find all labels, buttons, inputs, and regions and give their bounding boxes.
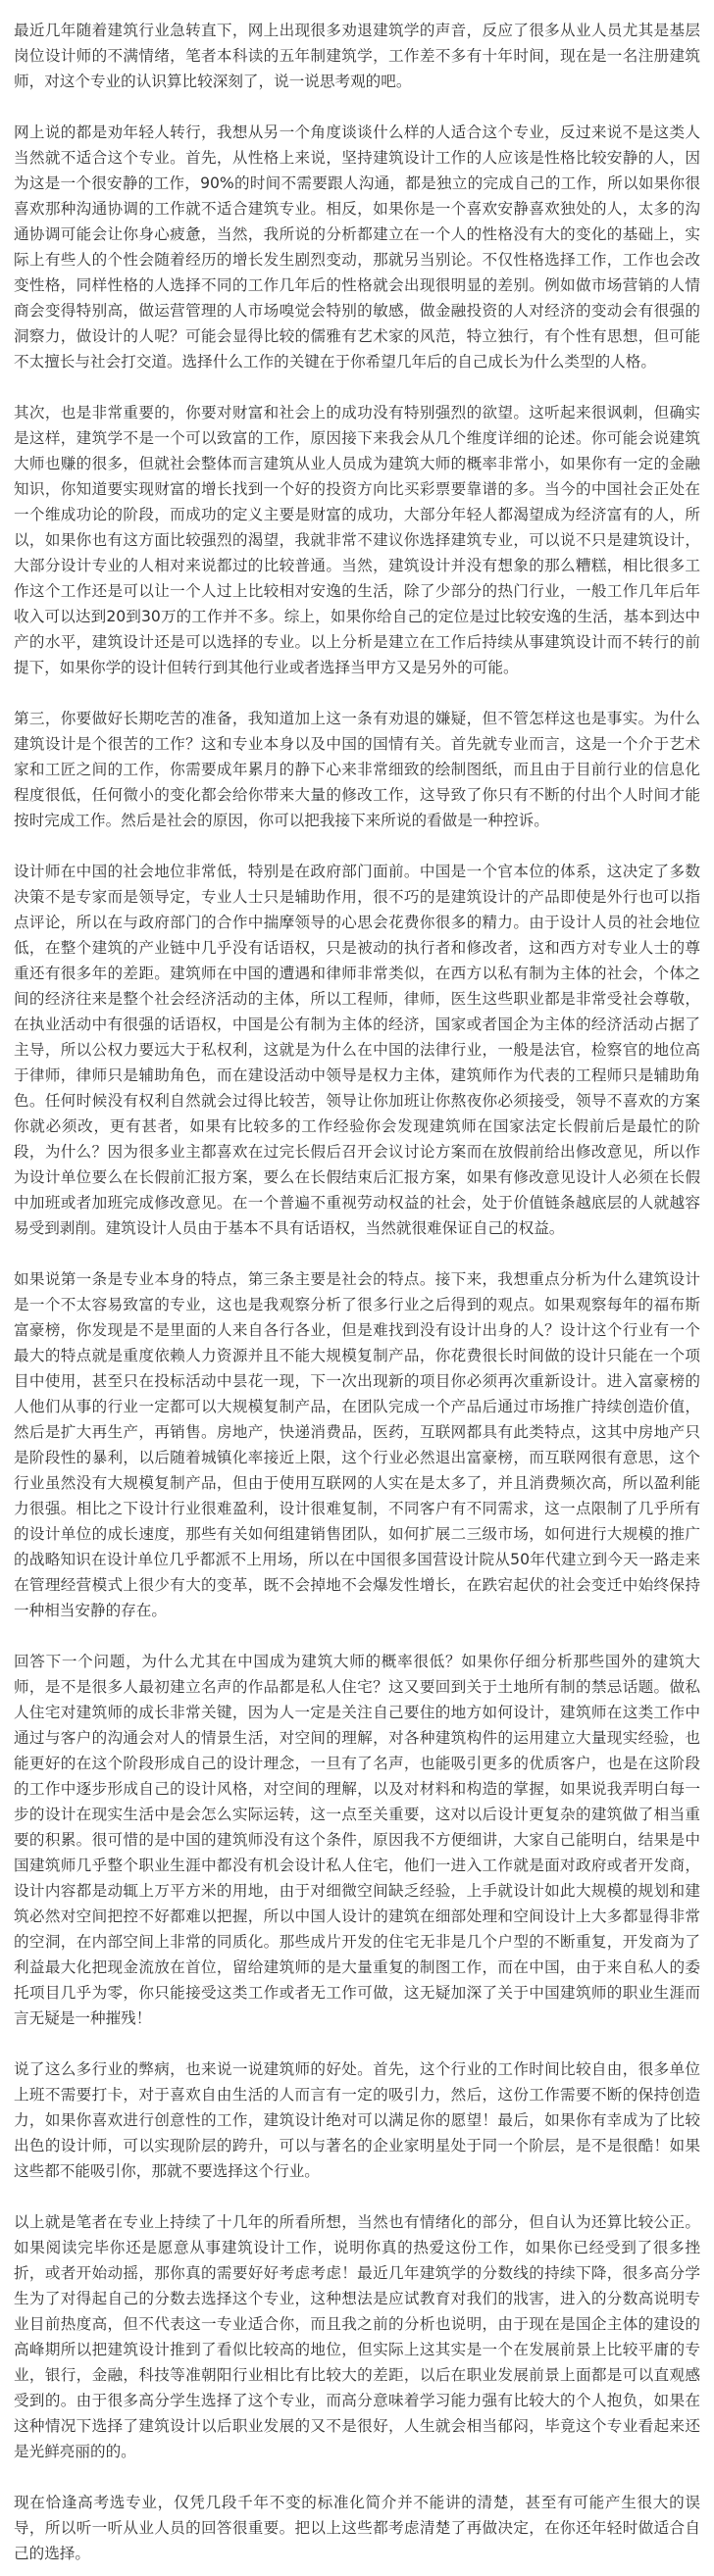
article-paragraph: 回答下一个问题，为什么尤其在中国成为建筑大师的概率很低？如果你仔细分析那些国外的建筑大师，是不是很多人最初建立名声的作品都是私人住宅？这又要回到关于土地所有制的禁忌话题。做私人住宅对建筑师的成长非常关键，因为人一定是关注自己要住的地方如何设计，建筑师在这类工作中通过与客户的沟通会对人的情景生活，对空间的理解，对各种建筑构件的运用建立大量现实经验，也能更好的在这个阶段形成自己的设计理念，一旦有了名声，也能吸引更多的优质客户，也是在这阶段的工作中逐步形成自己的设计风格，对空间的理解，以及对材料和构造的掌握，如果说我弄明白每一步的设计在现实生活中是会怎么实际运转，这一点至关重要，这对以后设计更复杂的建筑做了相当重要的积累。很可惜的是中国的建筑师没有这个条件，原因我不方便细讲，大家自己能明白，结果是中国建筑师几乎整个职业生涯中都没有机会设计私人住宅，他们一进入工作就是面对政府或者开发商，设计内容都是动辄上万平方米的用地，由于对细微空间缺乏经验，上手就设计如此大规模的规划和建筑必然对空间把控不好都难以把握，所以中国人设计的建筑在细部处理和空间设计上大多都显得非常的空洞，在内部空间上非常的同质化。那些成片开发的住宅无非是几个户型的不断重复，开发商为了利益最大化把现金流放在首位，留给建筑师的是大量重复的制图工作，而在中国，由于来自私人的委托项目几乎为零，你只能接受这类工作或者无工作可做，这无疑加深了关于中国建筑师的职业生涯而言无疑是一种摧残！	[14, 1653, 700, 2027]
article-paragraph: 以上就是笔者在专业上持续了十几年的所看所想，当然也有情绪化的部分，但自认为还算比较公正。如果阅读完毕你还是愿意从事建筑设计工作，说明你真的热爱这份工作，如果你已经受到了很多挫折，或者开始动摇，那你真的需要好好考虑考虑！最近几年建筑学的分数线的持续下降，很多高分学生为了对得起自己的分数去选择这个专业，这种想法是应试教育对我们的戕害，进入的分数高说明专业目前热度高，但不代表这一专业适合你，而且我之前的分析也说明，由于现在是国企主体的建设的高峰期所以把建筑设计推到了看似比较高的地位，但实际上这其实是一个在发展前景上比较平庸的专业，银行，金融，科技等准朝阳行业相比有比较大的差距，以后在职业发展前景上面都是可以直观感受到的。由于很多高分学生选择了这个专业，而高分意味着学习能力强有比较大的个人抱负，如果在这种情况下选择了建筑设计以后职业发展的又不是很好，人生就会相当郁闷，毕竟这个专业看起来还是光鲜亮丽的的。	[14, 2213, 700, 2460]
article-paragraph: 其次，也是非常重要的，你要对财富和社会上的成功没有特别强烈的欲望。这听起来很讽刺，但确实是这样，建筑学不是一个可以致富的工作，原因接下来我会从几个维度详细的论述。你可能会说建筑大师也赚的很多，但就社会整体而言建筑从业人员成为建筑大师的概率非常小，如果你有一定的金融知识，你知道要实现财富的增长找到一个好的投资方向比买彩票要靠谱的多。当今的中国社会正处在一个维成功论的阶段，而成功的定义主要是财富的成功，大部分年轻人都渴望成为经济富有的人，所以，如果你也有这方面比较强烈的渴望，我就非常不建议你选择建筑专业，可以说不只是建筑设计，大部分设计专业的人相对来说都过的比较普通。当然，建筑设计并没有想象的那么糟糕，相比很多工作这个工作还是可以让一个人过上比较相对安逸的生活，除了少部分的热门行业，一般工作几年后年收入可以达到20到30万的工作并不多。综上，如果你给自己的定位是过比较安逸的生活，基本到达中产的水平，建筑设计还是可以选择的专业。以上分析是建立在工作后持续从事建筑设计而不转行的前提下，如果你学的设计但转行到其他行业或者选择当甲方又是另外的可能。	[14, 404, 700, 676]
article-paragraph: 最近几年随着建筑行业急转直下，网上出现很多劝退建筑学的声音，反应了很多从业人员尤其是基层岗位设计师的不满情绪，笔者本科读的五年制建筑学，工作差不多有十年时间，现在是一名注册建筑师，对这个专业的认识算比较深刻了，说一说思考观的吧。	[14, 22, 700, 90]
article-paragraph: 如果说第一条是专业本身的特点，第三条主要是社会的特点。接下来，我想重点分析为什么建筑设计是一个不太容易致富的专业，这也是我观察分析了很多行业之后得到的观点。如果观察每年的福布斯富豪榜，你发现是不是里面的人来自各行各业，但是难找到没有设计出身的人？设计这个行业有一个最大的特点就是重度依赖人力资源并且不能大规模复制产品，你花费很长时间做的设计只能在一个项目中使用，甚至只在投标活动中昙花一现，下一次出现新的项目你必须再次重新设计。进入富豪榜的人他们从事的行业一定都可以大规模复制产品，在团队完成一个产品后通过市场推广持续创造价值，然后是扩大再生产，再销售。房地产，快递消费品，医药，互联网都具有此类特点，这其中房地产只是阶段性的暴利，以后随着城镇化率接近上限，这个行业必然退出富豪榜，而互联网很有意思，这个行业虽然没有大规模复制产品，但由于使用互联网的人实在是太多了，并且消费频次高，所以盈利能力很强。相比之下设计行业很难盈利，设计很难复制，不同客户有不同需求，这一点限制了几乎所有的设计单位的成长速度，那些有关如何组建销售团队，如何扩展二三级市场，如何进行大规模的推广的战略知识在设计单位几乎都派不上用场，所以在中国很多国营设计院从50年代建立到今天一路走来在管理经营模式上很少有大的变革，既不会掉地不会爆发性增长，在跌宕起伏的社会变迁中始终保持一种相当安静的存在。	[14, 1270, 700, 1619]
article-paragraph: 第三，你要做好长期吃苦的准备，我知道加上这一条有劝退的嫌疑，但不管怎样这也是事实。为什么建筑设计是个很苦的工作？这和专业本身以及中国的国情有关。首先就专业而言，这是一个介于艺术家和工匠之间的工作，你需要成年累月的静下心来非常细致的绘制图纸，而且由于目前行业的信息化程度很低，任何微小的变化都会给你带来大量的修改工作，这导致了你只有不断的付出个人时间才能按时完成工作。然后是社会的原因，你可以把我接下来所说的看做是一种控诉。	[14, 710, 700, 829]
article-paragraph: 说了这么多行业的弊病，也来说一说建筑师的好处。首先，这个行业的工作时间比较自由，很多单位上班不需要打卡，对于喜欢自由生活的人而言有一定的吸引力，然后，这份工作需要不断的保持创造力，如果你喜欢进行创意性的工作，建筑设计绝对可以满足你的愿望！最后，如果你有幸成为了比较出色的设计师，可以实现阶层的跨升，可以与著名的企业家明星处于同一个阶层，是不是很酷！如果这些都不能吸引你，那就不要选择这个行业。	[14, 2060, 700, 2180]
article-paragraph: 设计师在中国的社会地位非常低，特别是在政府部门面前。中国是一个官本位的体系，这决定了多数决策不是专家而是领导定，专业人士只是辅助作用，很不巧的是建筑设计的产品即使是外行也可以指点评论，所以在与政府部门的合作中揣摩领导的心思会花费你很多的精力。由于设计人员的社会地位低，在整个建筑的产业链中几乎没有话语权，只是被动的执行者和修改者，这和西方对专业人士的尊重还有很多年的差距。建筑师在中国的遭遇和律师非常类似，在西方以私有制为主体的社会，个体之间的经济往来是整个社会经济活动的主体，所以工程师，律师，医生这些职业都是非常受社会尊敬，在执业活动中有很强的话语权，中国是公有制为主体的经济，国家或者国企为主体的经济活动占据了主导，所以公权力要远大于私权利，这就是为什么在中国的法律行业，一般是法官，检察官的地位高于律师，律师只是辅助角色，而在建设活动中领导是权力主体，建筑师作为代表的工程师只是辅助角色。任何时候没有权利自然就会过得比较苦，领导让你加班让你熬夜你必须接受，领导不喜欢的方案你就必须改，更有甚者，如果有比较多的工作经验你会发现建筑师在国家法定长假前后是最忙的阶段，为什么？因为很多业主都喜欢在过完长假后召开会议讨论方案而在放假前给出修改意见，所以作为设计单位要么在长假前汇报方案，要么在长假结束后汇报方案，如果有修改意见设计人必须在长假中加班或者加班完成修改意见。在一个普遍不重视劳动权益的社会，处于价值链条越底层的人就越容易受到剥削。建筑设计人员由于基本不具有话语权，当然就很难保证自己的权益。	[14, 863, 700, 1237]
article-paragraph: 现在恰逢高考选专业，仅凭几段千年不变的标准化简介并不能讲的清楚，甚至有可能产生很大的误导，所以听一听从业人员的回答很重要。把以上这些都考虑清楚了再做决定，在你还年轻时做适合自己的选择。	[14, 2494, 700, 2562]
article-paragraph: 网上说的都是劝年轻人转行，我想从另一个角度谈谈什么样的人适合这个专业，反过来说不是这类人当然就不适合这个专业。首先，从性格上来说，坚持建筑设计工作的人应该是性格比较安静的人，因为这是一个很安静的工作，90%的时间不需要跟人沟通，都是独立的完成自己的工作，所以如果你很喜欢那种沟通协调的工作就不适合建筑专业。相反，如果你是一个喜欢安静喜欢独处的人，太多的沟通协调可能会让你身心疲惫，当然，我所说的分析都建立在一个人的性格没有大的变化的基础上，实际上有些人的个性会随着经历的增长发生剧烈变动，那就另当别论。不仅性格选择工作，工作也会改变性格，同样性格的人选择不同的工作几年后的性格就会出现很明显的差别。例如做市场营销的人情商会变得特别高，做运营管理的人市场嗅觉会特别的敏感，做金融投资的人对经济的变动会有很强的洞察力，做设计的人呢？可能会显得比较的儒雅有艺术家的风范，特立独行，有个性有思想，但可能不太擅长与社会打交道。选择什么工作的关键在于你希望几年后的自己成长为什么类型的人格。	[14, 124, 700, 371]
